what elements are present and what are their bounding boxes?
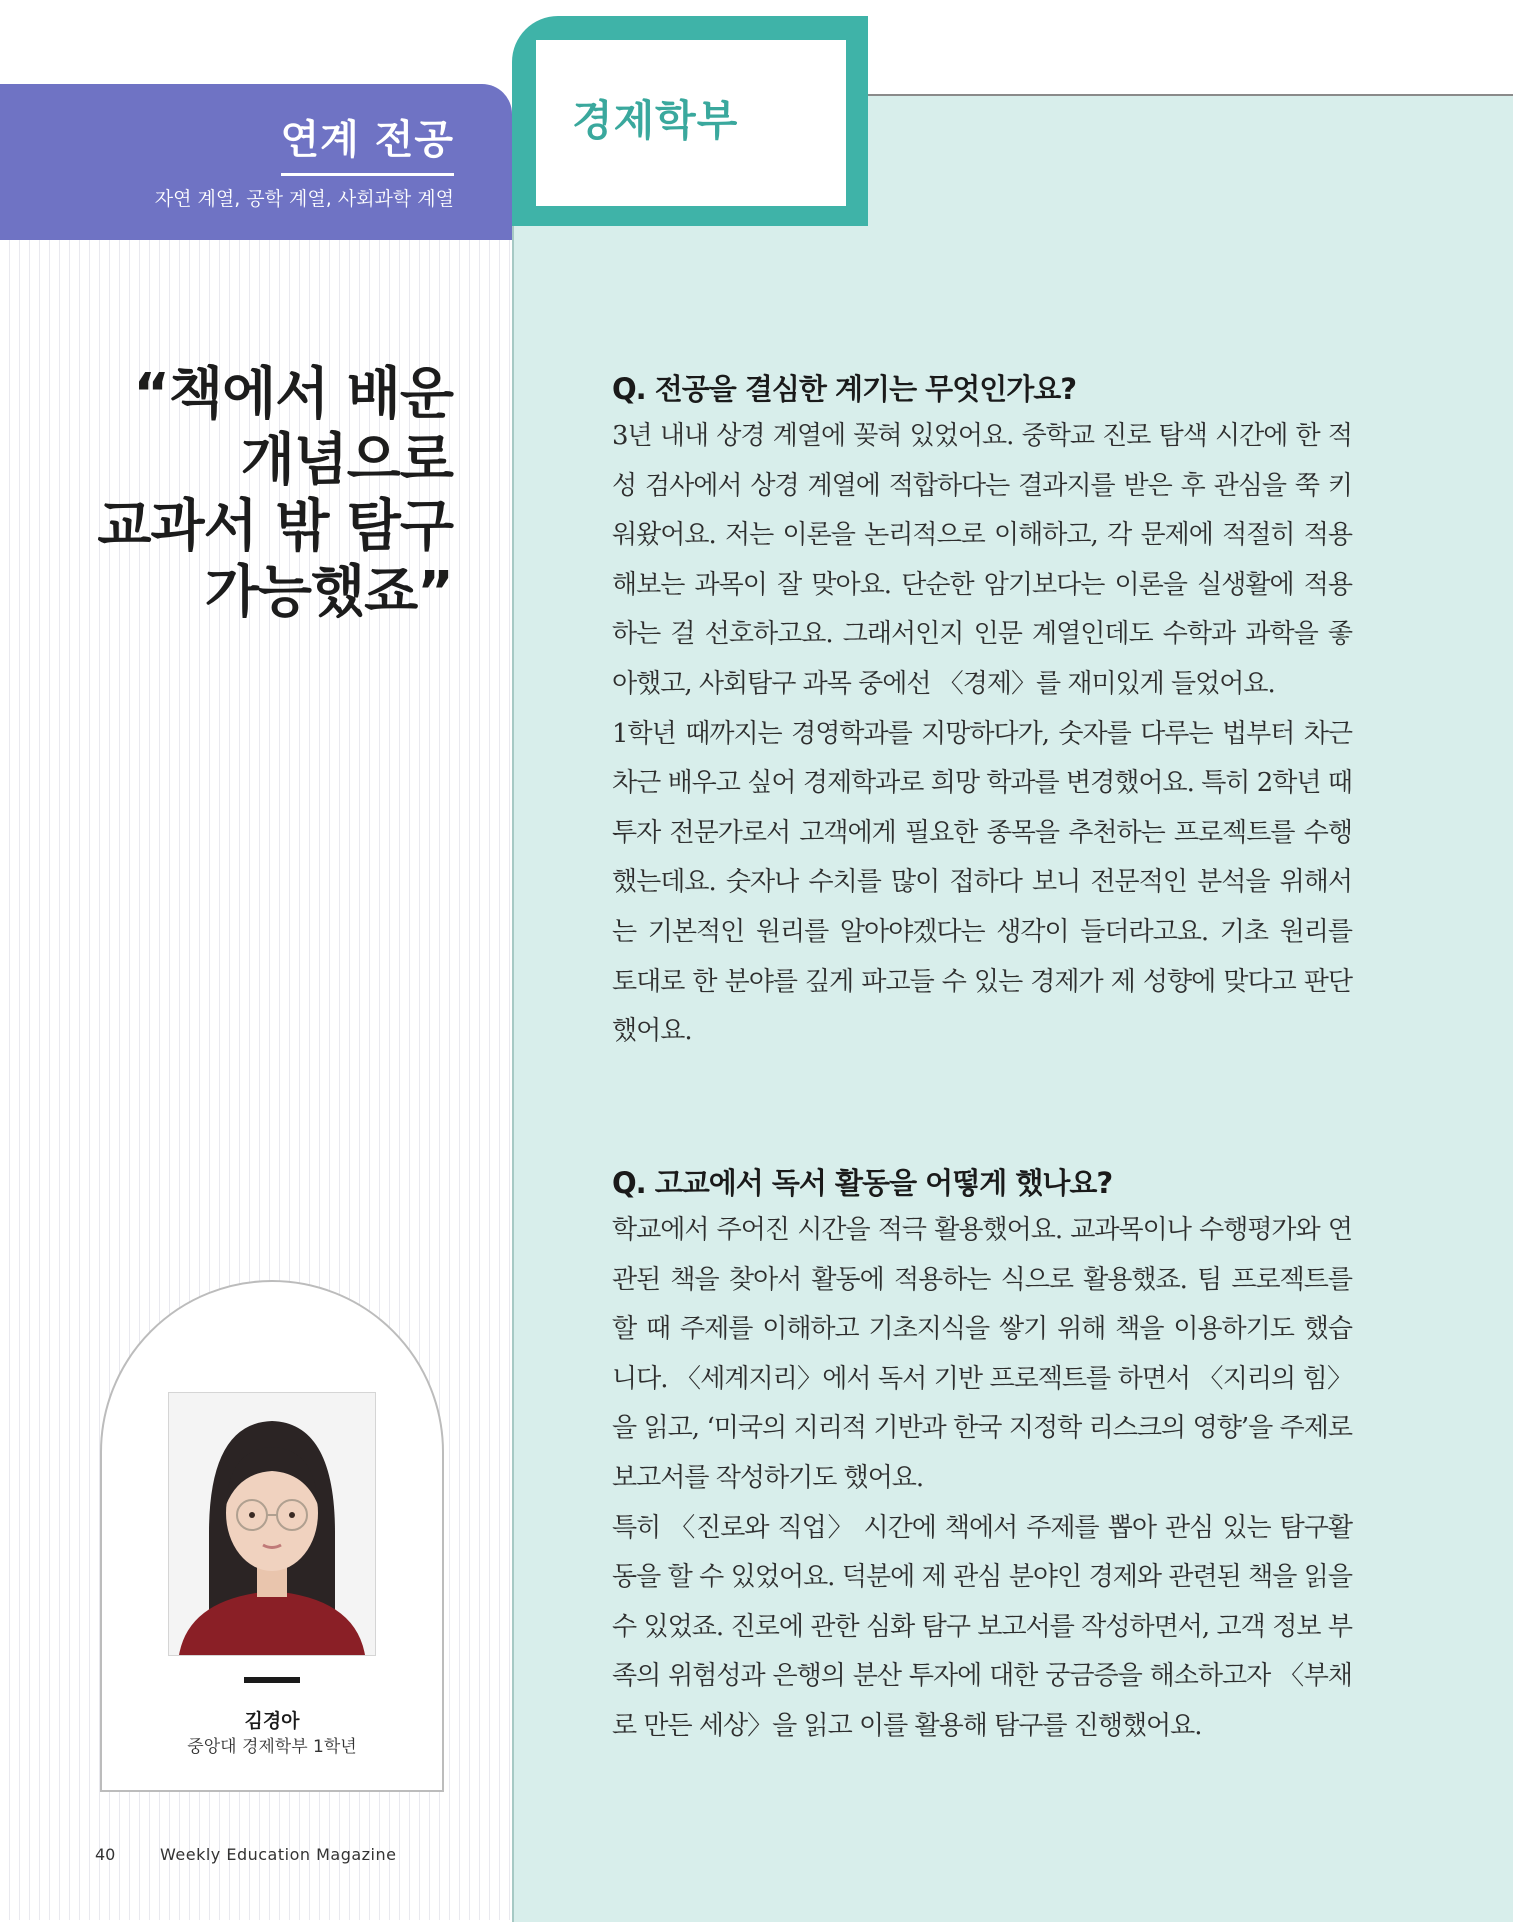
pull-quote-line: “책에서 배운 xyxy=(133,362,453,427)
pull-quote-line: 교과서 밖 탐구 xyxy=(97,494,453,559)
pull-quote-line: 가능했죠” xyxy=(204,560,453,625)
question-heading: Q. 고교에서 독서 활동을 어떻게 했나요? xyxy=(612,1166,1113,1200)
page-number: 40 xyxy=(95,1845,116,1864)
question-heading: Q. 전공을 결심한 계기는 무엇인가요? xyxy=(612,372,1077,406)
answer-paragraph: 특히 〈진로와 직업〉 시간에 책에서 주제를 뽑아 관심 있는 탐구활동을 할 수 있었어요. 덕분에 제 관심 분야인 경제와 관련된 책을 읽을 수 있었죠. 진로에 관한 심화 탐구 보고서를 작성하면서, 고객 정보 부족의 위험성과 은행의 분산 투자에 대한 궁금증을 해소하고자 〈부채로 만든 세상〉을 읽고 이를 활용해 탐구를 진행했어요. xyxy=(612,1512,1352,1741)
profile-divider xyxy=(244,1677,300,1683)
related-major-fields: 자연 계열, 공학 계열, 사회과학 계열 xyxy=(154,188,454,210)
qa-section xyxy=(612,368,1352,1057)
department-title: 경제학부 xyxy=(572,96,739,145)
pull-quote-line: 개념으로 xyxy=(240,428,453,493)
qa-section xyxy=(612,1162,1352,1752)
profile-school: 중앙대 경제학부 1학년 xyxy=(187,1737,357,1757)
answer-paragraph: 3년 내내 상경 계열에 꽂혀 있었어요. 중학교 진로 탐색 시간에 한 적성 검사에서 상경 계열에 적합하다는 결과지를 받은 후 관심을 쭉 키워왔어요. 저는 이론을 논리적으로 이해하고, 각 문제에 적절히 적용해보는 과목이 잘 맞아요. 단순한 암기보다는 이론을 실생활에 적용하는 걸 선호하고요. 그래서인지 인문 계열인데도 수학과 과학을 좋아했고, 사회탐구 과목 중에선 〈경제〉를 재미있게 들었어요. xyxy=(612,421,1352,699)
profile-photo xyxy=(168,1392,376,1656)
pull-quote xyxy=(13,362,453,626)
portrait-image xyxy=(169,1393,375,1655)
answer-paragraph: 1학년 때까지는 경영학과를 지망하다가, 숫자를 다루는 법부터 차근차근 배우고 싶어 경제학과로 희망 학과를 변경했어요. 특히 2학년 때 투자 전문가로서 고객에게 필요한 종목을 추천하는 프로젝트를 수행했는데요. 숫자나 수치를 많이 접하다 보니 전문적인 분석을 위해서는 기본적인 원리를 알아야겠다는 생각이 들더라고요. 기초 원리를 토대로 한 분야를 깊게 파고들 수 있는 경제가 제 성향에 맞다고 판단했어요. xyxy=(612,718,1352,1047)
related-major-header xyxy=(0,84,512,240)
related-major-title: 연계 전공 xyxy=(281,108,455,176)
magazine-name: Weekly Education Magazine xyxy=(160,1845,397,1864)
profile-name: 김경아 xyxy=(244,1710,300,1732)
answer-paragraph: 학교에서 주어진 시간을 적극 활용했어요. 교과목이나 수행평가와 연관된 책을 찾아서 활동에 적용하는 식으로 활용했죠. 팀 프로젝트를 할 때 주제를 이해하고 기초지식을 쌓기 위해 책을 이용하기도 했습니다. 〈세계지리〉에서 독서 기반 프로젝트를 하면서 〈지리의 힘〉을 읽고, ‘미국의 지리적 기반과 한국 지정학 리스크의 영향’을 주제로 보고서를 작성하기도 했어요. xyxy=(612,1215,1352,1493)
